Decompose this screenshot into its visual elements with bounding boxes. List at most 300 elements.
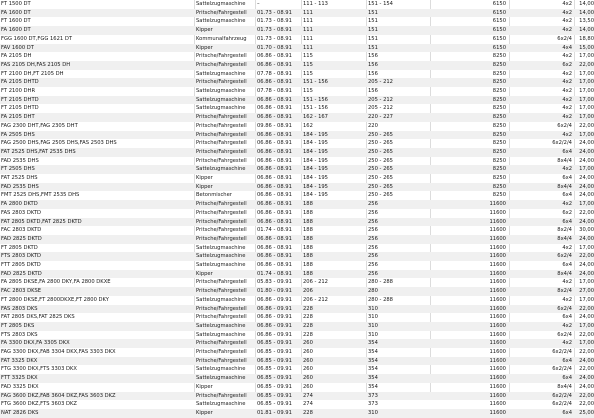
table-cell[interactable]: 11600 <box>489 375 506 382</box>
table-cell[interactable]: 250 - 265 <box>368 131 393 138</box>
table-row[interactable] <box>0 252 594 261</box>
table-cell[interactable]: FAT 2525 DHS <box>1 175 38 181</box>
table-cell[interactable]: Kipper <box>196 44 213 51</box>
table-cell[interactable]: 11600 <box>489 331 506 338</box>
table-cell[interactable]: 22,00 <box>579 209 594 216</box>
table-cell[interactable]: 8250 <box>492 175 506 181</box>
table-cell[interactable]: 15,00 <box>579 44 594 51</box>
table-cell[interactable]: FA 3300 DKX,FA 3305 DKX <box>1 340 70 347</box>
table-cell[interactable]: 188 <box>303 209 313 216</box>
table-cell[interactable]: Pritsche/Fahrgestell <box>196 314 247 321</box>
table-cell[interactable]: FT 2805 DKS <box>1 322 35 329</box>
table-cell[interactable]: 188 <box>303 262 313 268</box>
table-cell[interactable]: FTT 3325 DKX <box>1 375 38 382</box>
table-cell[interactable]: FAG 2500 DHS,FAG 2505 DHS,FAS 2503 DHS <box>1 140 117 147</box>
table-cell[interactable]: 6x4 <box>562 218 572 225</box>
table-cell[interactable]: 11600 <box>489 349 506 355</box>
table-cell[interactable]: 250 - 265 <box>368 166 393 173</box>
table-cell[interactable]: FAD 3325 DKX <box>1 383 39 390</box>
table-cell[interactable]: FAS 2803 DKTD <box>1 209 42 216</box>
table-cell[interactable]: 205 - 212 <box>368 96 393 103</box>
table-cell[interactable]: 310 <box>368 322 378 329</box>
table-row[interactable] <box>0 0 594 9</box>
table-cell[interactable]: 6x2/4 <box>557 122 572 129</box>
table-cell[interactable]: 184 - 195 <box>303 175 328 181</box>
table-row[interactable] <box>0 313 594 322</box>
table-cell[interactable]: 8x2/4 <box>557 227 572 234</box>
table-cell[interactable]: 111 <box>303 9 313 16</box>
table-cell[interactable]: 6x4 <box>562 148 572 155</box>
table-cell[interactable]: Sattelzugmaschine <box>196 401 246 408</box>
table-cell[interactable]: 206 <box>303 288 313 295</box>
table-cell[interactable]: 11600 <box>489 314 506 321</box>
table-cell[interactable]: 22,00 <box>579 349 594 355</box>
table-cell[interactable]: 6x4 <box>562 175 572 181</box>
table-cell[interactable]: 17,00 <box>579 96 594 103</box>
table-cell[interactable]: 22,00 <box>579 331 594 338</box>
table-cell[interactable]: 8250 <box>492 61 506 68</box>
table-cell[interactable]: 151 - 156 <box>303 105 328 112</box>
table-cell[interactable]: 188 <box>303 235 313 242</box>
table-cell[interactable]: 6x2/2/4 <box>552 349 572 355</box>
table-cell[interactable]: 17,00 <box>579 340 594 347</box>
table-cell[interactable]: FMT 2525 DHS,FMT 2535 DHS <box>1 192 80 199</box>
table-cell[interactable]: 115 <box>303 88 313 94</box>
table-row[interactable] <box>0 44 594 53</box>
table-cell[interactable]: 250 - 265 <box>368 192 393 199</box>
table-cell[interactable]: 4x2 <box>562 79 572 86</box>
table-row[interactable] <box>0 218 594 227</box>
table-cell[interactable]: FA 1600 DT <box>1 9 31 16</box>
table-cell[interactable]: 250 - 265 <box>368 157 393 164</box>
table-cell[interactable]: 162 <box>303 122 313 129</box>
table-cell[interactable]: 4x2 <box>562 114 572 121</box>
table-cell[interactable]: Pritsche/Fahrgestell <box>196 131 247 138</box>
table-cell[interactable]: 17,00 <box>579 131 594 138</box>
table-cell[interactable]: 8250 <box>492 183 506 190</box>
table-cell[interactable]: 22,00 <box>579 253 594 260</box>
table-cell[interactable]: 205 - 212 <box>368 79 393 86</box>
table-cell[interactable]: FAG 2300 DHT,FAG 2305 DHT <box>1 122 78 129</box>
table-cell[interactable]: Betonmischer <box>196 192 232 199</box>
table-row[interactable] <box>0 113 594 122</box>
table-cell[interactable]: 6x2/4 <box>557 253 572 260</box>
table-cell[interactable]: 8250 <box>492 140 506 147</box>
table-cell[interactable]: 06.86 - 08.91 <box>257 175 292 181</box>
table-row[interactable] <box>0 61 594 70</box>
table-cell[interactable]: 151 <box>368 35 378 42</box>
table-cell[interactable]: 354 <box>368 383 378 390</box>
table-cell[interactable]: 184 - 195 <box>303 157 328 164</box>
table-cell[interactable]: FTG 3300 DKX,FTS 3303 DKX <box>1 366 77 373</box>
table-cell[interactable]: Pritsche/Fahrgestell <box>196 209 247 216</box>
table-cell[interactable]: NAT 2826 DKS <box>1 409 39 416</box>
table-row[interactable] <box>0 409 594 418</box>
table-cell[interactable]: 06.86 - 08.91 <box>257 244 292 251</box>
table-cell[interactable]: Kipper <box>196 27 213 34</box>
table-cell[interactable]: 260 <box>303 375 313 382</box>
table-cell[interactable]: 8250 <box>492 88 506 94</box>
table-cell[interactable]: 4x2 <box>562 105 572 112</box>
table-cell[interactable]: 06.86 - 08.91 <box>257 253 292 260</box>
table-cell[interactable]: 228 <box>303 314 313 321</box>
table-cell[interactable]: 11600 <box>489 357 506 364</box>
table-cell[interactable]: 06.86 - 09.91 <box>257 322 292 329</box>
table-cell[interactable]: 22,00 <box>579 305 594 312</box>
table-cell[interactable]: 156 <box>368 88 378 94</box>
table-cell[interactable]: 11600 <box>489 322 506 329</box>
table-cell[interactable]: Pritsche/Fahrgestell <box>196 235 247 242</box>
table-cell[interactable]: FGG 1600 DT,FGG 1621 DT <box>1 35 73 42</box>
table-cell[interactable]: 115 <box>303 70 313 77</box>
table-cell[interactable]: 260 <box>303 357 313 364</box>
table-cell[interactable]: 11600 <box>489 270 506 277</box>
table-cell[interactable]: 310 <box>368 314 378 321</box>
table-cell[interactable]: 06.86 - 09.91 <box>257 296 292 303</box>
table-cell[interactable]: 310 <box>368 305 378 312</box>
table-cell[interactable]: 256 <box>368 201 378 208</box>
table-row[interactable] <box>0 165 594 174</box>
table-cell[interactable]: 156 <box>368 53 378 60</box>
table-cell[interactable]: 24,00 <box>579 183 594 190</box>
table-cell[interactable]: 24,00 <box>579 375 594 382</box>
table-cell[interactable]: 4x2 <box>562 244 572 251</box>
table-cell[interactable]: 24,00 <box>579 192 594 199</box>
table-row[interactable] <box>0 87 594 96</box>
table-cell[interactable]: 07.78 - 08.91 <box>257 88 292 94</box>
table-cell[interactable]: 4x2 <box>562 322 572 329</box>
table-cell[interactable]: 205 - 212 <box>368 105 393 112</box>
table-cell[interactable]: 06.86 - 09.91 <box>257 331 292 338</box>
table-cell[interactable]: 11600 <box>489 209 506 216</box>
table-cell[interactable]: 260 <box>303 383 313 390</box>
table-cell[interactable]: 310 <box>368 331 378 338</box>
table-cell[interactable]: 6x2/2/4 <box>552 366 572 373</box>
table-cell[interactable]: 151 - 154 <box>368 1 393 7</box>
table-cell[interactable]: Pritsche/Fahrgestell <box>196 279 247 286</box>
table-cell[interactable]: 4x2 <box>562 201 572 208</box>
table-cell[interactable]: 6150 <box>492 27 506 34</box>
table-cell[interactable]: 06.86 - 08.91 <box>257 140 292 147</box>
table-cell[interactable]: FA 2505 DHS <box>1 131 35 138</box>
table-cell[interactable]: 01.74 - 08.91 <box>257 227 292 234</box>
table-cell[interactable]: 11600 <box>489 262 506 268</box>
table-cell[interactable]: 220 <box>368 122 378 129</box>
table-cell[interactable]: 06.85 - 09.91 <box>257 340 292 347</box>
table-cell[interactable]: 4x2 <box>562 27 572 34</box>
table-cell[interactable]: 6150 <box>492 1 506 7</box>
table-row[interactable] <box>0 357 594 366</box>
table-cell[interactable]: 256 <box>368 227 378 234</box>
table-row[interactable] <box>0 35 594 44</box>
table-cell[interactable]: 24,00 <box>579 262 594 268</box>
table-cell[interactable]: Pritsche/Fahrgestell <box>196 357 247 364</box>
table-cell[interactable]: FTT 2805 DKTD <box>1 262 41 268</box>
table-cell[interactable]: 260 <box>303 340 313 347</box>
table-cell[interactable]: 6150 <box>492 9 506 16</box>
table-cell[interactable]: 111 - 113 <box>303 1 328 7</box>
table-row[interactable] <box>0 287 594 296</box>
table-cell[interactable]: 260 <box>303 349 313 355</box>
table-cell[interactable]: 14,00 <box>579 1 594 7</box>
table-cell[interactable]: Kommunalfahrzeug <box>196 35 247 42</box>
table-cell[interactable]: 01.73 - 08.91 <box>257 27 292 34</box>
table-cell[interactable]: 8x2/4 <box>557 288 572 295</box>
table-row[interactable] <box>0 278 594 287</box>
table-cell[interactable]: 8250 <box>492 157 506 164</box>
table-cell[interactable]: 188 <box>303 227 313 234</box>
table-cell[interactable]: 17,00 <box>579 244 594 251</box>
table-cell[interactable]: 01.74 - 08.91 <box>257 270 292 277</box>
table-cell[interactable]: 22,00 <box>579 122 594 129</box>
table-cell[interactable]: 11600 <box>489 218 506 225</box>
table-cell[interactable]: 8250 <box>492 105 506 112</box>
table-cell[interactable]: 4x2 <box>562 9 572 16</box>
table-cell[interactable]: 111 <box>303 35 313 42</box>
table-cell[interactable]: 6150 <box>492 18 506 25</box>
table-row[interactable] <box>0 339 594 348</box>
table-cell[interactable]: Kipper <box>196 409 213 416</box>
table-cell[interactable]: 6x2/4 <box>557 35 572 42</box>
table-cell[interactable]: 22,00 <box>579 61 594 68</box>
table-cell[interactable]: Pritsche/Fahrgestell <box>196 9 247 16</box>
table-cell[interactable]: 06.86 - 08.91 <box>257 114 292 121</box>
table-cell[interactable]: 27,00 <box>579 288 594 295</box>
table-cell[interactable]: 250 - 265 <box>368 148 393 155</box>
table-cell[interactable]: 11600 <box>489 383 506 390</box>
table-row[interactable] <box>0 261 594 270</box>
table-cell[interactable]: 151 - 156 <box>303 96 328 103</box>
table-row[interactable] <box>0 365 594 374</box>
table-cell[interactable]: 8250 <box>492 192 506 199</box>
table-cell[interactable]: 4x2 <box>562 131 572 138</box>
table-cell[interactable]: 24,00 <box>579 270 594 277</box>
table-cell[interactable]: 4x2 <box>562 340 572 347</box>
table-cell[interactable]: 8250 <box>492 131 506 138</box>
table-cell[interactable]: FAC 2803 DKTD <box>1 227 42 234</box>
table-cell[interactable]: 06.86 - 08.91 <box>257 61 292 68</box>
table-cell[interactable]: 184 - 195 <box>303 166 328 173</box>
table-cell[interactable]: 6150 <box>492 35 506 42</box>
table-cell[interactable]: 06.86 - 08.91 <box>257 166 292 173</box>
table-cell[interactable]: 111 <box>303 18 313 25</box>
table-row[interactable] <box>0 191 594 200</box>
table-cell[interactable]: 06.86 - 08.91 <box>257 192 292 199</box>
table-cell[interactable]: 111 <box>303 44 313 51</box>
table-cell[interactable]: 06.86 - 08.91 <box>257 105 292 112</box>
table-cell[interactable]: 17,00 <box>579 296 594 303</box>
table-cell[interactable]: 11600 <box>489 253 506 260</box>
table-cell[interactable]: FT 1500 DT <box>1 1 31 7</box>
table-cell[interactable]: 151 <box>368 44 378 51</box>
table-cell[interactable]: 25,00 <box>579 409 594 416</box>
table-row[interactable] <box>0 78 594 87</box>
table-cell[interactable]: 11600 <box>489 296 506 303</box>
table-row[interactable] <box>0 209 594 218</box>
table-cell[interactable]: Pritsche/Fahrgestell <box>196 122 247 129</box>
table-cell[interactable]: 17,00 <box>579 79 594 86</box>
table-cell[interactable]: 256 <box>368 270 378 277</box>
table-cell[interactable]: 8250 <box>492 148 506 155</box>
table-row[interactable] <box>0 26 594 35</box>
table-cell[interactable]: 184 - 195 <box>303 148 328 155</box>
table-cell[interactable]: Pritsche/Fahrgestell <box>196 340 247 347</box>
table-cell[interactable]: 8250 <box>492 70 506 77</box>
table-cell[interactable]: 22,00 <box>579 366 594 373</box>
table-cell[interactable]: FT 2800 DKSE,FT 2800DKXE,FT 2800 DKY <box>1 296 109 303</box>
table-row[interactable] <box>0 139 594 148</box>
table-cell[interactable]: 4x2 <box>562 96 572 103</box>
table-cell[interactable]: 250 - 265 <box>368 183 393 190</box>
table-cell[interactable]: Pritsche/Fahrgestell <box>196 392 247 399</box>
table-cell[interactable]: FAG 3300 DKX,FAB 3304 DKX,FAS 3303 DKX <box>1 349 116 355</box>
table-cell[interactable]: 11600 <box>489 366 506 373</box>
table-cell[interactable]: 250 - 265 <box>368 140 393 147</box>
table-row[interactable] <box>0 174 594 183</box>
table-cell[interactable]: Pritsche/Fahrgestell <box>196 148 247 155</box>
table-cell[interactable]: 151 <box>368 9 378 16</box>
table-cell[interactable]: 156 <box>368 61 378 68</box>
table-cell[interactable]: Pritsche/Fahrgestell <box>196 349 247 355</box>
table-cell[interactable]: 280 - 288 <box>368 279 393 286</box>
table-cell[interactable]: 01.81 - 09.91 <box>257 409 292 416</box>
table-cell[interactable]: 228 <box>303 409 313 416</box>
table-cell[interactable]: 06.85 - 09.91 <box>257 401 292 408</box>
table-cell[interactable]: 188 <box>303 218 313 225</box>
table-cell[interactable]: 17,00 <box>579 279 594 286</box>
table-cell[interactable]: FT 2105 DHTD <box>1 105 39 112</box>
table-cell[interactable]: 280 - 288 <box>368 296 393 303</box>
table-cell[interactable]: – <box>257 1 260 7</box>
table-cell[interactable]: 206 - 212 <box>303 279 328 286</box>
table-cell[interactable]: 01.70 - 08.91 <box>257 44 292 51</box>
table-cell[interactable]: Pritsche/Fahrgestell <box>196 53 247 60</box>
table-cell[interactable]: 06.86 - 08.91 <box>257 183 292 190</box>
table-cell[interactable]: 6x2 <box>562 209 572 216</box>
table-cell[interactable]: FT 2505 DHS <box>1 166 35 173</box>
table-cell[interactable]: 354 <box>368 349 378 355</box>
table-cell[interactable]: 06.86 - 08.91 <box>257 79 292 86</box>
table-cell[interactable]: 06.86 - 08.91 <box>257 53 292 60</box>
table-cell[interactable]: 17,00 <box>579 201 594 208</box>
table-cell[interactable]: 06.86 - 09.91 <box>257 305 292 312</box>
table-cell[interactable]: 06.85 - 09.91 <box>257 366 292 373</box>
table-cell[interactable]: 4x4 <box>562 44 572 51</box>
table-cell[interactable]: FAC 2803 DKSE <box>1 288 42 295</box>
table-cell[interactable]: 8x4/4 <box>557 235 572 242</box>
table-row[interactable] <box>0 200 594 209</box>
table-cell[interactable]: 11600 <box>489 409 506 416</box>
table-cell[interactable]: FA 1600 DT <box>1 27 31 34</box>
table-cell[interactable]: 14,00 <box>579 27 594 34</box>
table-cell[interactable]: 17,00 <box>579 70 594 77</box>
table-row[interactable] <box>0 183 594 192</box>
table-cell[interactable]: 310 <box>368 409 378 416</box>
table-cell[interactable]: 11600 <box>489 288 506 295</box>
table-cell[interactable]: 8x4/4 <box>557 383 572 390</box>
table-cell[interactable]: 6x4 <box>562 262 572 268</box>
table-cell[interactable]: 06.86 - 08.91 <box>257 235 292 242</box>
table-cell[interactable]: 01.73 - 08.91 <box>257 35 292 42</box>
table-cell[interactable]: 11600 <box>489 235 506 242</box>
table-cell[interactable]: 13,50 <box>579 18 594 25</box>
table-cell[interactable]: 6x2 <box>562 61 572 68</box>
table-cell[interactable]: 06.86 - 09.91 <box>257 314 292 321</box>
table-cell[interactable]: FA 2105 DHT <box>1 114 35 121</box>
table-cell[interactable]: FTS 2803 DKTD <box>1 253 42 260</box>
table-cell[interactable]: 17,00 <box>579 105 594 112</box>
table-cell[interactable]: Pritsche/Fahrgestell <box>196 288 247 295</box>
table-row[interactable] <box>0 348 594 357</box>
table-cell[interactable]: 4x2 <box>562 166 572 173</box>
table-cell[interactable]: 24,00 <box>579 235 594 242</box>
table-cell[interactable]: 188 <box>303 201 313 208</box>
table-cell[interactable]: 8x4/4 <box>557 183 572 190</box>
table-row[interactable] <box>0 70 594 79</box>
table-cell[interactable]: 18,80 <box>579 35 594 42</box>
table-cell[interactable]: Sattelzugmaschine <box>196 296 246 303</box>
table-cell[interactable]: FAD 2535 DHS <box>1 157 39 164</box>
table-cell[interactable]: 22,00 <box>579 401 594 408</box>
table-row[interactable] <box>0 148 594 157</box>
table-cell[interactable]: 17,00 <box>579 322 594 329</box>
table-cell[interactable]: 6x2/2/4 <box>552 392 572 399</box>
table-cell[interactable]: 8x4/4 <box>557 270 572 277</box>
table-cell[interactable]: FT 2100 DHR <box>1 88 36 94</box>
table-cell[interactable]: 6x2/2/4 <box>552 140 572 147</box>
table-cell[interactable]: 8250 <box>492 79 506 86</box>
table-cell[interactable]: 11600 <box>489 340 506 347</box>
table-cell[interactable]: FAD 2535 DHS <box>1 183 39 190</box>
table-cell[interactable]: 256 <box>368 244 378 251</box>
table-cell[interactable]: 06.85 - 09.91 <box>257 349 292 355</box>
table-cell[interactable]: 8250 <box>492 53 506 60</box>
table-cell[interactable]: 05.83 - 09.91 <box>257 279 292 286</box>
table-cell[interactable]: Pritsche/Fahrgestell <box>196 114 247 121</box>
table-cell[interactable]: 188 <box>303 270 313 277</box>
table-cell[interactable]: 07.78 - 08.91 <box>257 70 292 77</box>
table-cell[interactable]: Sattelzugmaschine <box>196 166 246 173</box>
table-cell[interactable]: 17,00 <box>579 166 594 173</box>
table-cell[interactable]: 06.86 - 08.91 <box>257 218 292 225</box>
table-cell[interactable]: 11600 <box>489 227 506 234</box>
table-cell[interactable]: 274 <box>303 401 313 408</box>
table-cell[interactable]: Kipper <box>196 183 213 190</box>
table-cell[interactable]: 4x2 <box>562 88 572 94</box>
table-cell[interactable]: Sattelzugmaschine <box>196 70 246 77</box>
table-cell[interactable]: Sattelzugmaschine <box>196 331 246 338</box>
table-row[interactable] <box>0 96 594 105</box>
table-cell[interactable]: 6x4 <box>562 314 572 321</box>
table-cell[interactable]: 151 <box>368 18 378 25</box>
table-cell[interactable]: FT 2105 DHTD <box>1 96 39 103</box>
table-cell[interactable]: 17,00 <box>579 53 594 60</box>
table-cell[interactable]: 11600 <box>489 401 506 408</box>
table-cell[interactable]: 14,00 <box>579 9 594 16</box>
table-cell[interactable]: Pritsche/Fahrgestell <box>196 218 247 225</box>
table-cell[interactable]: 6x2/4 <box>557 305 572 312</box>
table-cell[interactable]: 4x2 <box>562 70 572 77</box>
table-cell[interactable]: 11600 <box>489 279 506 286</box>
table-row[interactable] <box>0 157 594 166</box>
table-cell[interactable]: 8250 <box>492 114 506 121</box>
table-cell[interactable]: FAT 3325 DKX <box>1 357 38 364</box>
table-cell[interactable]: 24,00 <box>579 175 594 181</box>
table-cell[interactable]: Pritsche/Fahrgestell <box>196 201 247 208</box>
table-row[interactable] <box>0 331 594 340</box>
table-row[interactable] <box>0 392 594 401</box>
table-row[interactable] <box>0 226 594 235</box>
